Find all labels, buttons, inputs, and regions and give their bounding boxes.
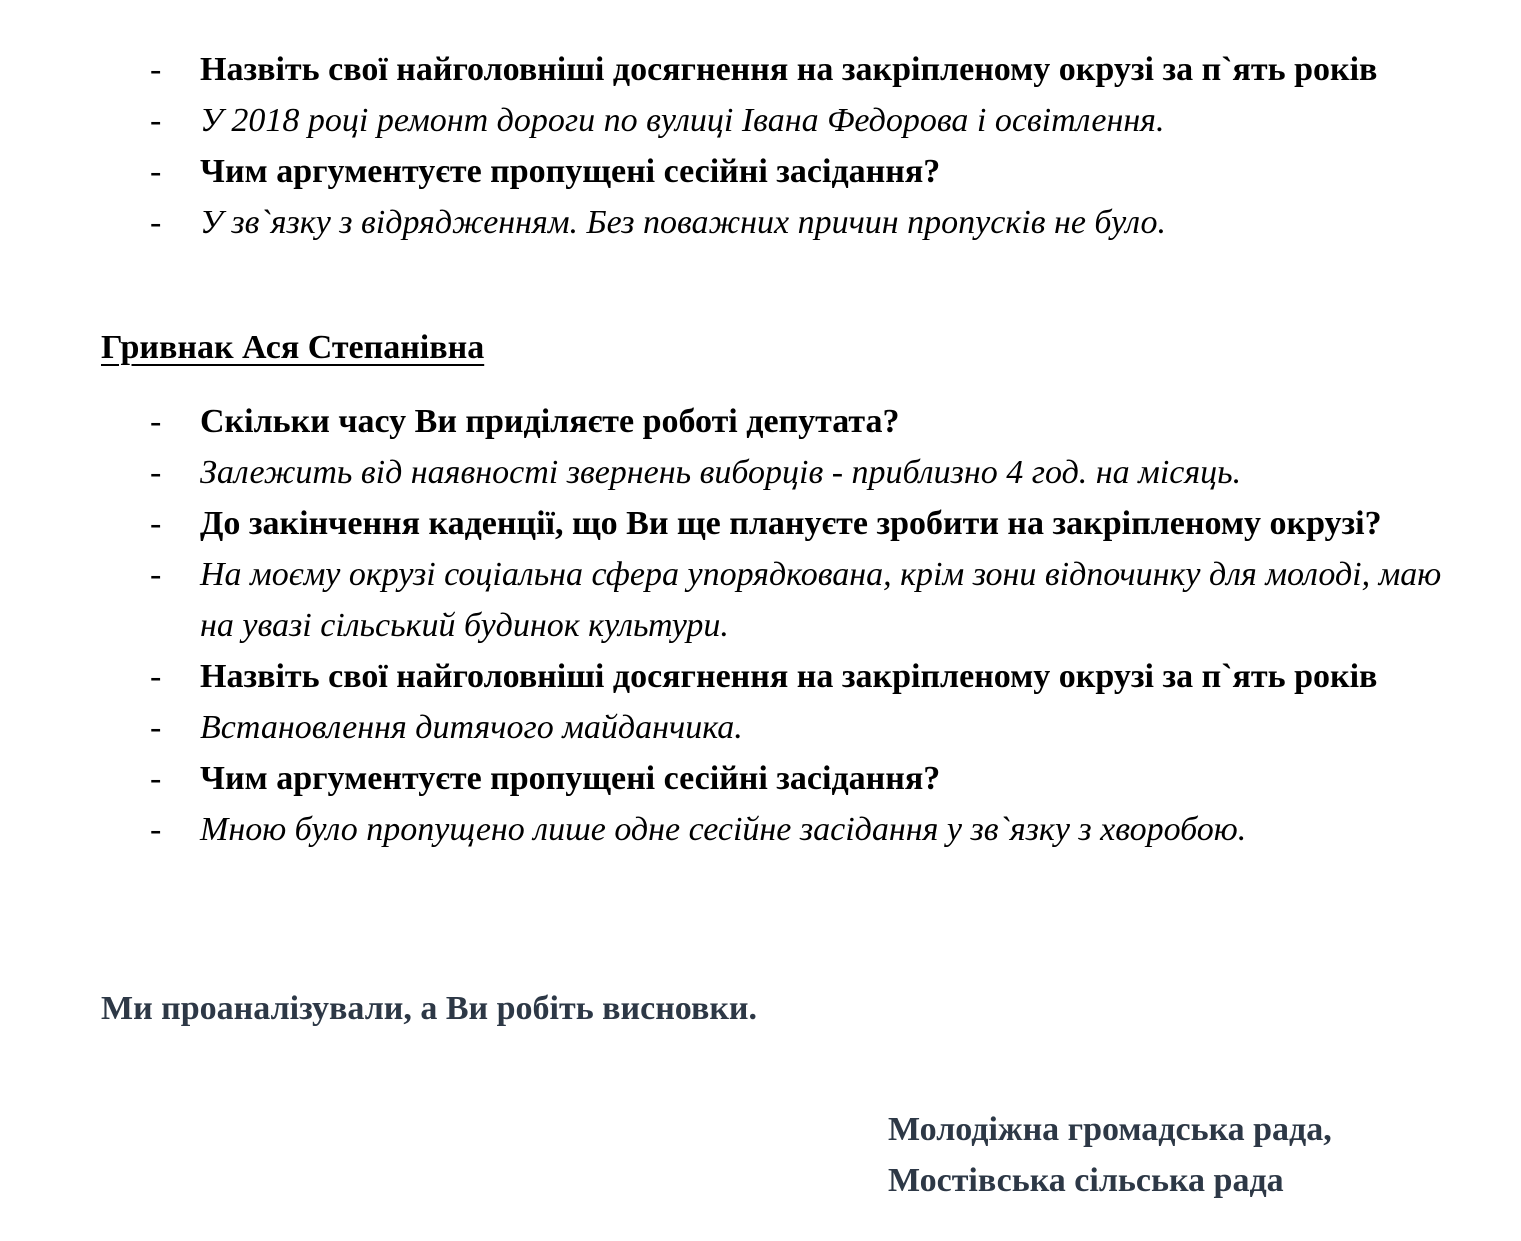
question-text: Чим аргументуєте пропущені сесійні засідання? xyxy=(200,153,941,190)
question-text: До закінчення каденції, що Ви ще плануєте зробити на закріпленому окрузі? xyxy=(200,505,1382,542)
signature-line-2: Мостівська сільська рада xyxy=(888,1162,1284,1199)
conclusion-text: Ми проаналізували, а Ви робіть висновки. xyxy=(101,990,757,1027)
answer-item xyxy=(0,804,1521,855)
list-dash: - xyxy=(150,153,162,190)
answer-item xyxy=(0,447,1521,498)
answer-item xyxy=(0,197,1521,248)
list-dash: - xyxy=(150,811,162,848)
answer-text: Мною було пропущено лише одне сесійне засідання у зв`язку з хворобою. xyxy=(200,811,1247,848)
list-dash: - xyxy=(150,204,162,241)
question-item xyxy=(0,396,1521,447)
answer-item xyxy=(0,702,1521,753)
signature-line-1: Молодіжна громадська рада, xyxy=(888,1111,1332,1148)
question-item xyxy=(0,651,1521,702)
answer-text: У 2018 році ремонт дороги по вулиці Івана Федорова і освітлення. xyxy=(200,102,1165,139)
question-text: Скільки часу Ви приділяєте роботі депутата? xyxy=(200,403,900,440)
question-text: Назвіть свої найголовніші досягнення на закріпленому окрузі за п`ять років xyxy=(200,658,1378,695)
deputy-name-heading: Гривнак Ася Степанівна xyxy=(101,329,485,366)
answer-item xyxy=(0,95,1521,146)
list-dash: - xyxy=(150,454,162,491)
question-item xyxy=(0,753,1521,804)
question-text: Назвіть свої найголовніші досягнення на закріпленому окрузі за п`ять років xyxy=(200,51,1378,88)
question-item xyxy=(0,498,1521,549)
list-dash: - xyxy=(150,658,162,695)
question-item xyxy=(0,146,1521,197)
answer-text: Встановлення дитячого майданчика. xyxy=(200,709,743,746)
list-dash: - xyxy=(150,51,162,88)
question-item xyxy=(0,44,1521,95)
list-dash: - xyxy=(150,403,162,440)
list-dash: - xyxy=(150,760,162,797)
answer-item xyxy=(0,549,1521,651)
list-dash: - xyxy=(150,556,162,593)
signature-block xyxy=(888,1104,1332,1206)
qa-list-hryvnak xyxy=(0,396,1521,855)
answer-text: У зв`язку з відрядженням. Без поважних причин пропусків не було. xyxy=(200,204,1166,241)
answer-text: Залежить від наявності звернень виборців - приблизно 4 год. на місяць. xyxy=(200,454,1242,491)
list-dash: - xyxy=(150,505,162,542)
answer-text: На моєму окрузі соціальна сфера упорядкована, крім зони відпочинку для молоді, маю на увазі сільський будинок культури. xyxy=(200,556,1442,644)
qa-list-previous-deputy xyxy=(0,44,1521,248)
list-dash: - xyxy=(150,709,162,746)
list-dash: - xyxy=(150,102,162,139)
question-text: Чим аргументуєте пропущені сесійні засідання? xyxy=(200,760,941,797)
